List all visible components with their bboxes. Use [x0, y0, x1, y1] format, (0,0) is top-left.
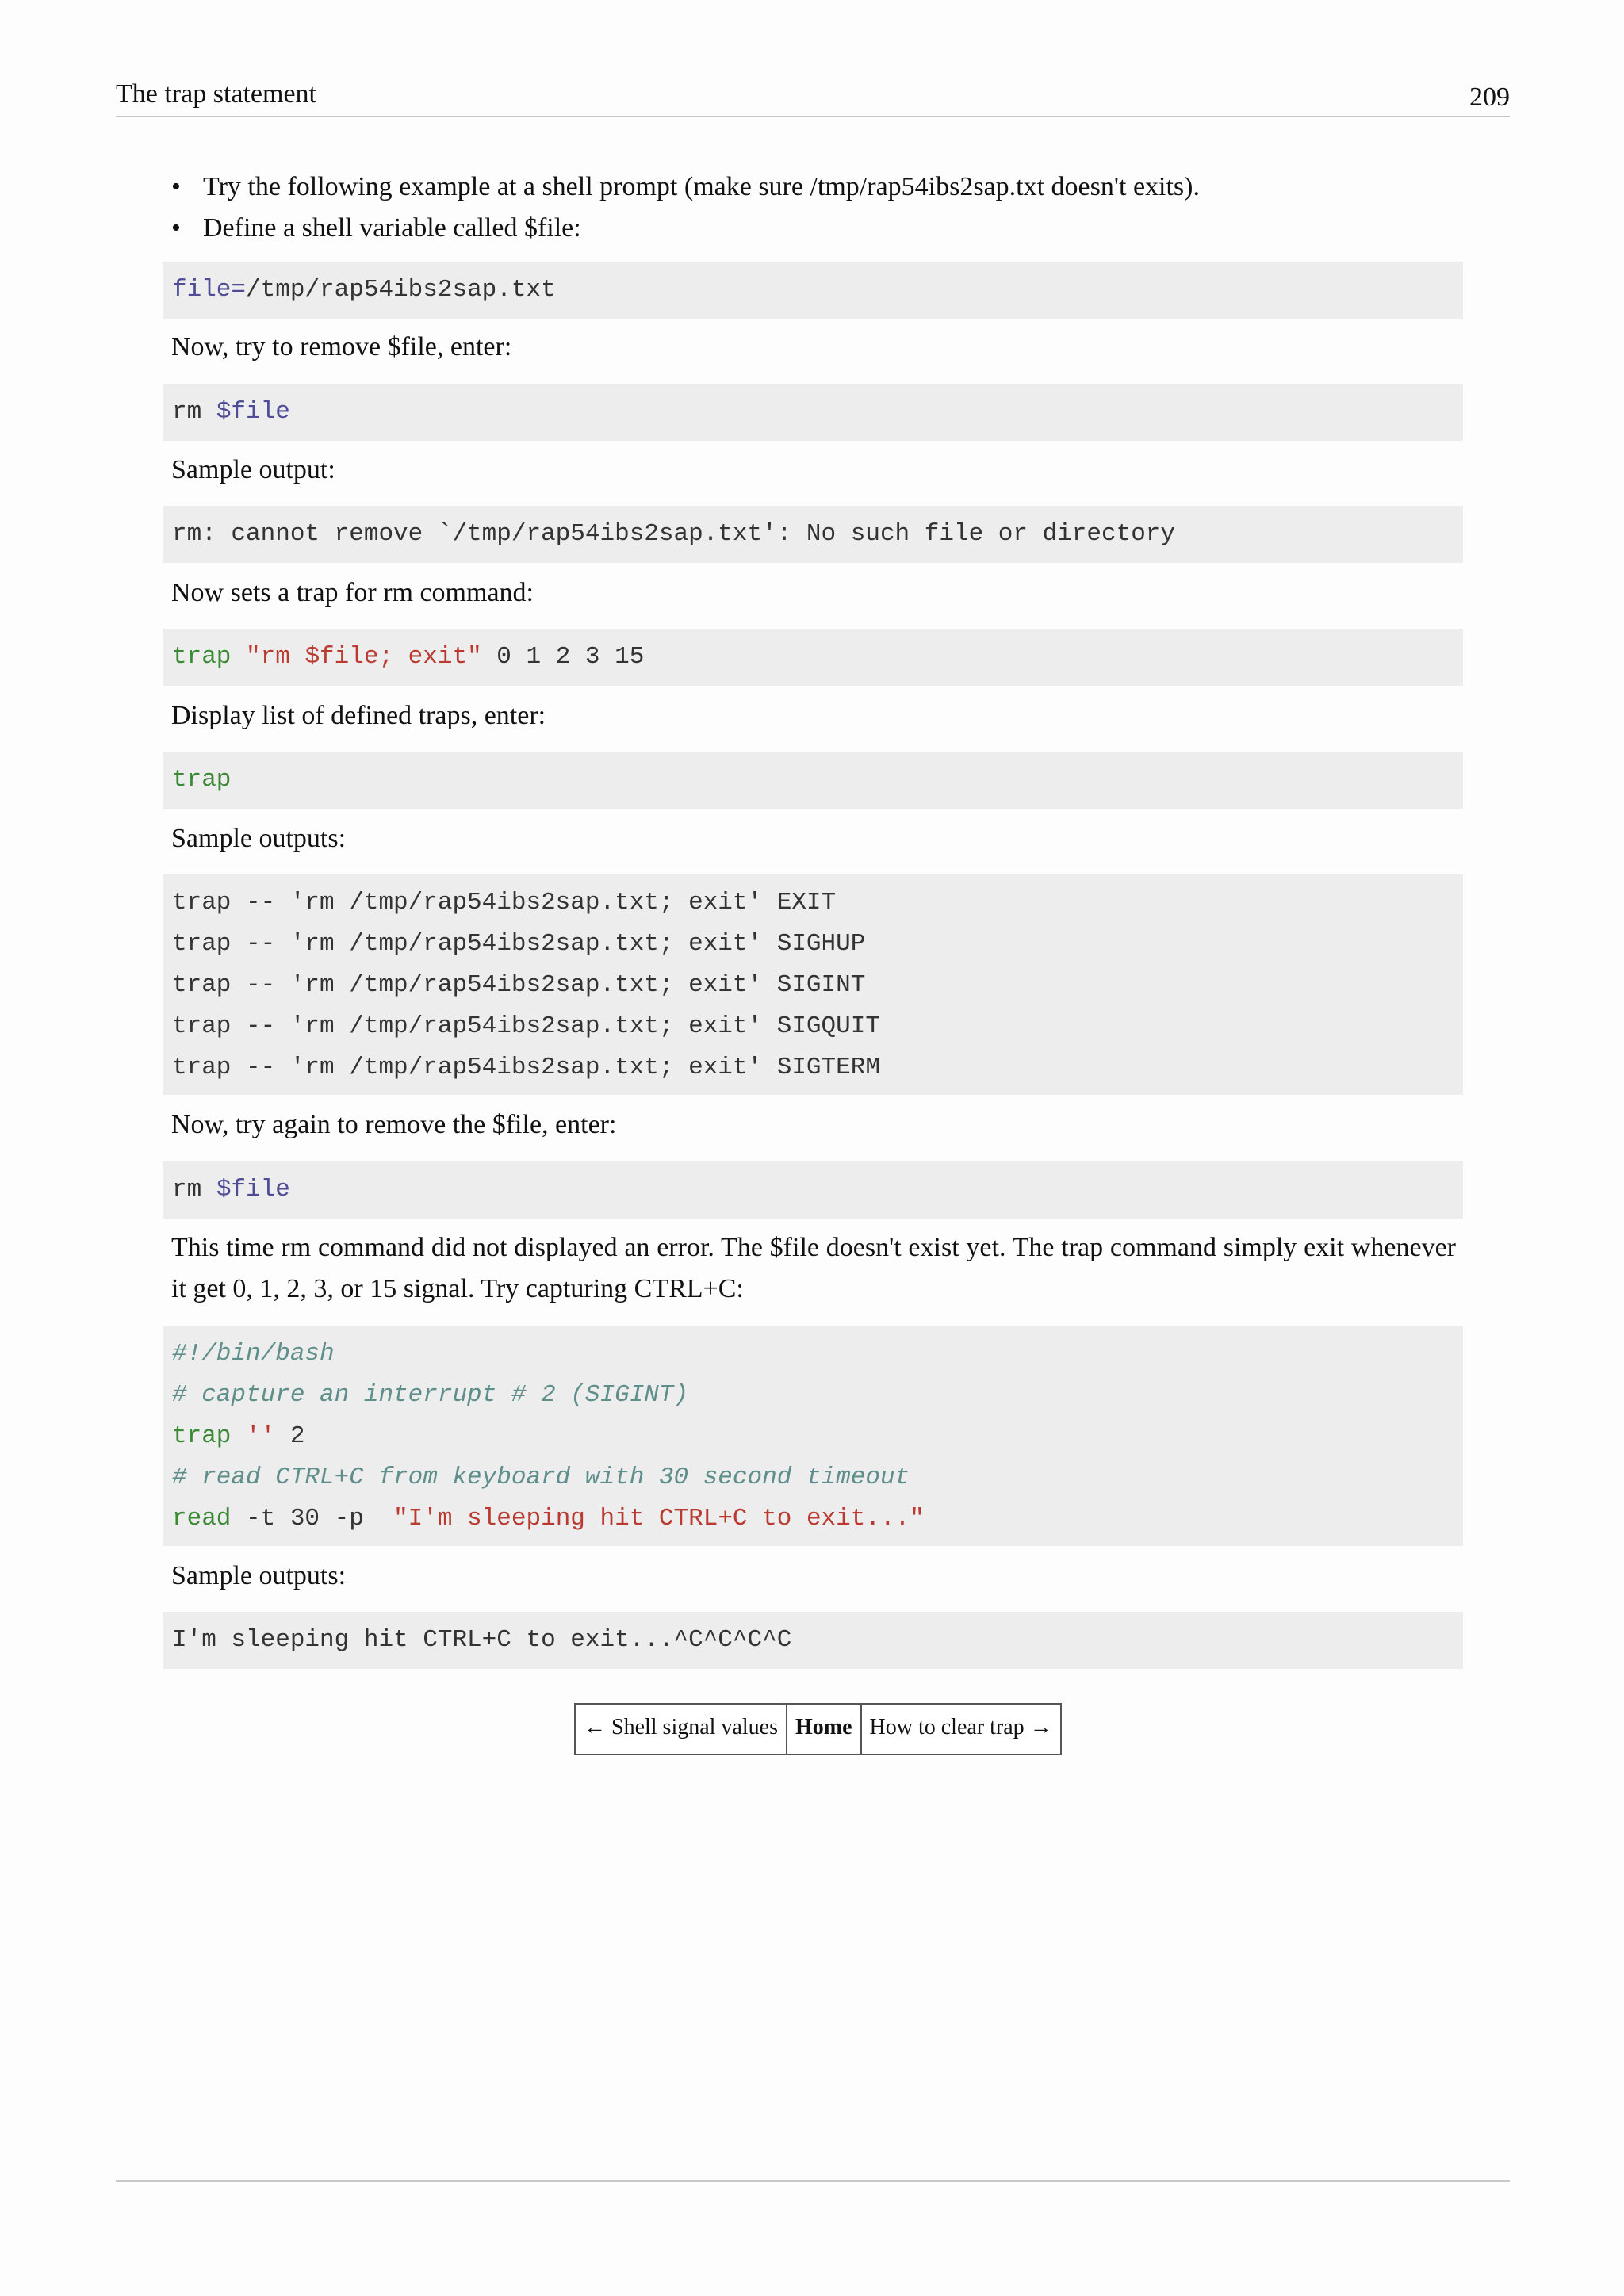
- code-line: trap -- 'rm /tmp/rap54ibs2sap.txt; exit' SIGTERM: [172, 1054, 880, 1081]
- code-block-script: #!/bin/bash # capture an interrupt # 2 (SIGINT) trap '' 2 # read CTRL+C from keyboard with 30 second timeout read -t 30 -p "I'm sleeping hit CTRL+C to exit...": [163, 1326, 1463, 1546]
- code-block-rm-again: rm $file: [163, 1161, 1463, 1219]
- paragraph: This time rm command did not displayed an error. The $file doesn't exist yet. The trap command simply exit whenever it get 0, 1, 2, 3, or 15 signal. Try capturing CTRL+C:: [171, 1233, 1456, 1303]
- code-block-set-trap: trap "rm $file; exit" 0 1 2 3 15: [163, 629, 1463, 686]
- prev-link[interactable]: ← Shell signal values: [576, 1705, 787, 1754]
- code-block-trap-list: [163, 874, 1463, 1095]
- code-block-rm-error: rm: cannot remove `/tmp/rap54ibs2sap.txt': No such file or directory: [163, 506, 1463, 563]
- footer-divider: [116, 2180, 1510, 2182]
- bullet-icon: •: [171, 213, 181, 243]
- code-line: trap -- 'rm /tmp/rap54ibs2sap.txt; exit' EXIT: [172, 889, 837, 916]
- code-block-sample-output: I'm sleeping hit CTRL+C to exit...^C^C^C^C: [163, 1612, 1463, 1669]
- code-line: trap -- 'rm /tmp/rap54ibs2sap.txt; exit' SIGINT: [172, 971, 866, 999]
- page-number: 209: [1469, 82, 1510, 112]
- paragraph: Now, try to remove $file, enter:: [171, 332, 512, 362]
- paragraph: Display list of defined traps, enter:: [171, 701, 546, 730]
- paragraph: Sample outputs:: [171, 1561, 347, 1590]
- home-link[interactable]: Home: [787, 1705, 862, 1754]
- code-block-trap: trap: [163, 752, 1463, 809]
- bullet-list: [171, 166, 1200, 249]
- page-navigation: [574, 1703, 1062, 1755]
- paragraph: Now, try again to remove the $file, enter:: [171, 1110, 617, 1139]
- code-line: trap -- 'rm /tmp/rap54ibs2sap.txt; exit' SIGHUP: [172, 930, 866, 958]
- page-title: The trap statement: [116, 79, 317, 109]
- page-header: [116, 76, 1510, 117]
- paragraph: Sample output:: [171, 455, 335, 484]
- bullet-icon: •: [171, 172, 181, 201]
- list-item: • Define a shell variable called $file:: [171, 208, 1200, 249]
- paragraph: Sample outputs:: [171, 824, 347, 853]
- next-link[interactable]: How to clear trap →: [869, 1715, 1052, 1739]
- paragraph: Now sets a trap for rm command:: [171, 578, 534, 607]
- list-item: • Try the following example at a shell prompt (make sure /tmp/rap54ibs2sap.txt doesn't exits).: [171, 166, 1200, 208]
- code-block-define-var: file=/tmp/rap54ibs2sap.txt: [163, 262, 1463, 319]
- code-block-rm: rm $file: [163, 384, 1463, 441]
- code-line: trap -- 'rm /tmp/rap54ibs2sap.txt; exit' SIGQUIT: [172, 1012, 880, 1040]
